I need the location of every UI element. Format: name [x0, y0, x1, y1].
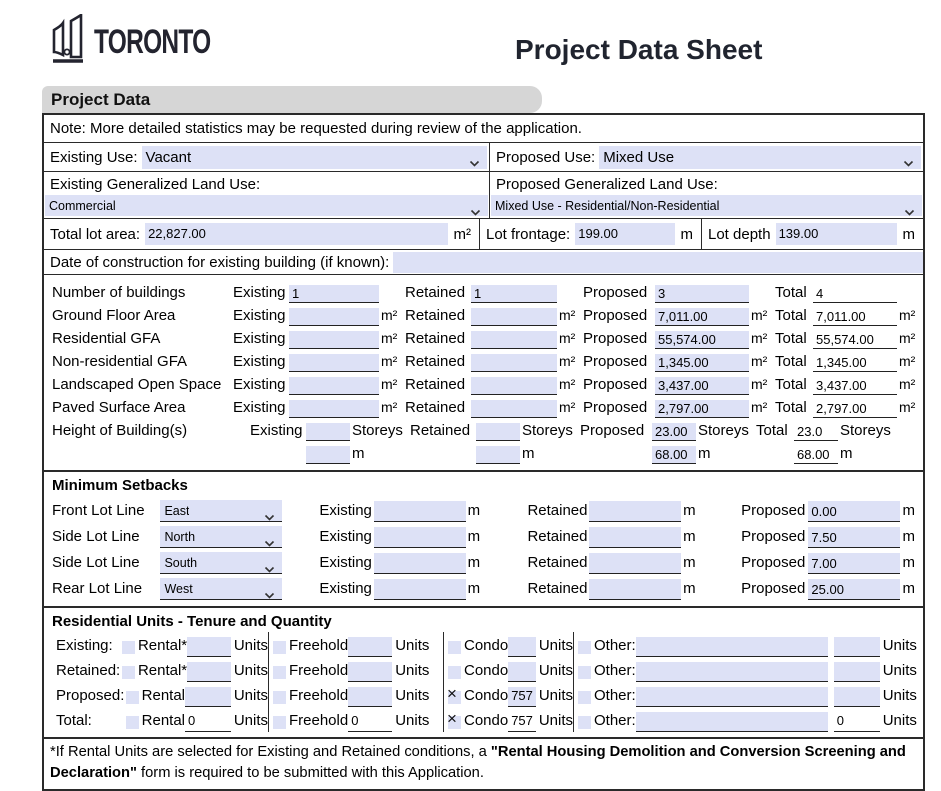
units-row: Proposed: Rental Units Freehold Units × Condo 757 Units Other: Units — [44, 682, 923, 707]
construction-date-input[interactable] — [393, 252, 923, 273]
units-row: Existing: Rental* Units Freehold Units Condo Units Other: Units — [44, 632, 923, 657]
setback-existing-input[interactable] — [374, 527, 466, 548]
existing-land-use-label: Existing Generalized Land Use: — [50, 176, 261, 193]
landscape-total-field: 3,437.00 — [813, 377, 897, 395]
other-tenure-input[interactable] — [636, 687, 828, 707]
project-data-form — [42, 113, 925, 791]
setback-row: Side Lot Line North Existing m Retained m Proposed 7.50 m — [44, 522, 923, 548]
gfa-ground-proposed-input[interactable]: 7,011.00 — [655, 308, 749, 326]
setback-existing-input[interactable] — [374, 501, 466, 522]
setback-retained-input[interactable] — [589, 527, 681, 548]
other-tenure-input[interactable] — [636, 637, 828, 657]
proposed-use-cell — [489, 143, 923, 171]
city-hall-icon — [50, 14, 92, 71]
condo-checkbox[interactable] — [448, 641, 461, 654]
setback-existing-input[interactable] — [374, 579, 466, 600]
lot-frontage-input[interactable]: 199.00 — [575, 223, 674, 245]
rear-lot-line-select[interactable]: West — [160, 578, 282, 600]
front-lot-line-select[interactable]: East — [160, 500, 282, 522]
freehold-checkbox[interactable] — [273, 666, 286, 679]
condo-units-input[interactable] — [508, 637, 536, 657]
rental-checkbox[interactable] — [122, 641, 135, 654]
buildings-existing-input[interactable]: 1 — [289, 285, 379, 303]
gfa-nonres-proposed-input[interactable]: 1,345.00 — [655, 354, 749, 372]
freehold-units-total-field: 0 — [348, 712, 392, 732]
proposed-land-use-label: Proposed Generalized Land Use: — [496, 176, 718, 193]
page-header — [0, 0, 941, 86]
construction-date-label: Date of construction for existing building (if known): — [50, 253, 390, 271]
lot-frontage-cell — [479, 219, 701, 249]
chevron-down-icon — [469, 154, 480, 172]
rental-footnote: *If Rental Units are selected for Existing and Retained conditions, a "Rental Housing Demolition and Conversion Screening and Declaration" form is required to be submitted with this Application. — [44, 737, 923, 789]
height-proposed-storeys-input[interactable]: 23.00 — [652, 423, 696, 441]
other-checkbox[interactable] — [578, 641, 591, 654]
freehold-checkbox[interactable] — [273, 641, 286, 654]
other-units-input[interactable] — [834, 637, 880, 657]
proposed-land-use-select[interactable]: Mixed Use - Residential/Non-Residential — [491, 195, 922, 216]
chevron-down-icon — [903, 154, 914, 172]
setback-retained-input[interactable] — [589, 579, 681, 600]
other-units-input[interactable] — [834, 662, 880, 682]
rental-units-input[interactable] — [185, 687, 231, 707]
condo-units-input[interactable] — [508, 662, 536, 682]
other-checkbox[interactable] — [578, 666, 591, 679]
rental-units-input[interactable] — [187, 662, 231, 682]
page-title: Project Data Sheet — [515, 34, 763, 65]
lot-depth-input[interactable]: 139.00 — [776, 223, 897, 245]
existing-use-label: Existing Use: — [50, 148, 138, 166]
existing-land-use-select[interactable]: Commercial — [45, 195, 488, 216]
other-checkbox[interactable] — [578, 716, 591, 729]
proposed-use-label: Proposed Use: — [496, 148, 596, 166]
proposed-use-select[interactable]: Mixed Use — [599, 146, 921, 169]
chevron-down-icon — [264, 534, 275, 551]
buildings-proposed-input[interactable]: 3 — [655, 285, 749, 303]
buildings-retained-input[interactable]: 1 — [471, 285, 557, 303]
gfa-res-total-field: 55,574.00 — [813, 331, 897, 349]
gfa-ground-retained-input[interactable] — [471, 308, 557, 326]
rental-checkbox[interactable] — [126, 716, 139, 729]
paved-retained-input[interactable] — [471, 400, 557, 418]
setback-proposed-input[interactable]: 7.00 — [808, 553, 900, 574]
note-row: Note: More detailed statistics may be requested during review of the application. — [50, 120, 582, 137]
logo-wordmark: TORONTO — [94, 23, 211, 61]
rental-units-total-field: 0 — [185, 712, 231, 732]
land-use-row — [44, 171, 923, 218]
gfa-res-retained-input[interactable] — [471, 331, 557, 349]
gfa-ground-total-field: 7,011.00 — [813, 308, 897, 326]
other-checkbox[interactable] — [578, 691, 591, 704]
lot-depth-cell — [701, 219, 923, 249]
stat-row: Residential GFA Existing m² Retained m² Proposed 55,574.00 m² Total 55,574.00 m² — [52, 330, 916, 347]
buildings-total-field: 4 — [813, 285, 897, 303]
proposed-land-use-cell — [489, 172, 923, 218]
freehold-units-input[interactable] — [348, 662, 392, 682]
paved-total-field: 2,797.00 — [813, 400, 897, 418]
height-metres-row: m m 68.00 m 68.00 m — [44, 441, 923, 464]
gfa-nonres-total-field: 1,345.00 — [813, 354, 897, 372]
frontage-unit: m — [680, 225, 693, 243]
freehold-checkbox[interactable] — [273, 716, 286, 729]
other-tenure-input[interactable] — [636, 712, 828, 732]
landscape-retained-input[interactable] — [471, 377, 557, 395]
height-row: Height of Building(s) Existing Storeys Retained Storeys Proposed 23.00 Storeys Total 23.0 Storeys — [52, 422, 891, 439]
other-units-input[interactable] — [834, 687, 880, 707]
side-lot-line-south-select[interactable]: South — [160, 552, 282, 574]
height-retained-m-input[interactable] — [476, 446, 520, 464]
chevron-down-icon — [470, 203, 481, 221]
total-lot-area-cell — [44, 219, 479, 249]
units-row-total: Total: Rental 0 Units Freehold 0 Units × Condo 757 Units Other: 0 Units — [44, 707, 923, 732]
section-header-bar — [42, 86, 542, 113]
height-total-storeys-field: 23.0 — [794, 423, 838, 441]
freehold-checkbox[interactable] — [273, 691, 286, 704]
freehold-units-input[interactable] — [348, 687, 392, 707]
setback-proposed-input[interactable]: 25.00 — [808, 579, 900, 600]
use-row — [44, 142, 923, 171]
rental-checkbox[interactable] — [122, 666, 135, 679]
condo-checkbox[interactable]: × — [448, 691, 461, 704]
condo-units-input[interactable]: 757 — [508, 687, 536, 707]
landscape-proposed-input[interactable]: 3,437.00 — [655, 377, 749, 395]
total-lot-area-label: Total lot area: — [50, 225, 141, 243]
gfa-nonres-retained-input[interactable] — [471, 354, 557, 372]
setback-retained-input[interactable] — [589, 553, 681, 574]
existing-land-use-cell — [44, 172, 489, 218]
setback-row: Rear Lot Line West Existing m Retained m Proposed 25.00 m — [44, 574, 923, 600]
chevron-down-icon — [904, 203, 915, 221]
freehold-units-input[interactable] — [348, 637, 392, 657]
lot-dimensions-row — [44, 218, 923, 249]
toronto-logo — [50, 14, 256, 71]
lot-frontage-label: Lot frontage: — [486, 225, 571, 243]
gfa-res-existing-input[interactable] — [289, 331, 379, 349]
setbacks-section — [44, 470, 923, 606]
setbacks-title: Minimum Setbacks — [52, 477, 188, 494]
condo-checkbox[interactable]: × — [448, 716, 461, 729]
stat-row: Paved Surface Area Existing m² Retained m² Proposed 2,797.00 m² Total 2,797.00 m² — [52, 399, 916, 416]
existing-use-cell — [44, 143, 489, 171]
setback-proposed-input[interactable]: 0.00 — [808, 501, 900, 522]
paved-existing-input[interactable] — [289, 400, 379, 418]
residential-units-title: Residential Units - Tenure and Quantity — [52, 613, 332, 630]
rental-checkbox[interactable] — [126, 691, 139, 704]
chevron-down-icon — [264, 586, 275, 603]
stat-row: Non-residential GFA Existing m² Retained m² Proposed 1,345.00 m² Total 1,345.00 m² — [52, 353, 916, 370]
stat-row: Number of buildings Existing 1 Retained 1 Proposed 3 Total 4 — [44, 280, 923, 303]
paved-proposed-input[interactable]: 2,797.00 — [655, 400, 749, 418]
setback-proposed-input[interactable]: 7.50 — [808, 527, 900, 548]
total-lot-area-input[interactable]: 22,827.00 — [145, 223, 447, 245]
chevron-down-icon — [264, 508, 275, 525]
stat-row: Landscaped Open Space Existing m² Retained m² Proposed 3,437.00 m² Total 3,437.00 m² — [52, 376, 916, 393]
setback-retained-input[interactable] — [589, 501, 681, 522]
height-existing-m-input[interactable] — [306, 446, 350, 464]
other-units-total-field: 0 — [834, 712, 880, 732]
rental-units-input[interactable] — [187, 637, 231, 657]
setback-existing-input[interactable] — [374, 553, 466, 574]
height-existing-storeys-input[interactable] — [306, 423, 350, 441]
condo-checkbox[interactable] — [448, 666, 461, 679]
area-unit: m² — [453, 225, 471, 243]
gfa-ground-existing-input[interactable] — [289, 308, 379, 326]
gfa-res-proposed-input[interactable]: 55,574.00 — [655, 331, 749, 349]
building-stats-section — [44, 274, 923, 470]
height-retained-storeys-input[interactable] — [476, 423, 520, 441]
side-lot-line-north-select[interactable]: North — [160, 526, 282, 548]
setback-row: Side Lot Line South Existing m Retained m Proposed 7.00 m — [44, 548, 923, 574]
existing-use-select[interactable]: Vacant — [142, 146, 487, 169]
units-row: Retained: Rental* Units Freehold Units Condo Units Other: Units — [44, 657, 923, 682]
setback-row: Front Lot Line East Existing m Retained m Proposed 0.00 m — [44, 496, 923, 522]
lot-depth-label: Lot depth — [708, 225, 771, 243]
condo-units-total-field: 757 — [508, 712, 536, 732]
construction-date-row — [44, 249, 923, 274]
chevron-down-icon — [264, 560, 275, 577]
other-tenure-input[interactable] — [636, 662, 828, 682]
depth-unit: m — [902, 225, 915, 243]
landscape-existing-input[interactable] — [289, 377, 379, 395]
residential-units-section — [44, 606, 923, 737]
section-title: Project Data — [51, 89, 151, 109]
height-proposed-m-input[interactable]: 68.00 — [652, 446, 696, 464]
gfa-nonres-existing-input[interactable] — [289, 354, 379, 372]
height-total-m-field: 68.00 — [794, 446, 838, 464]
stat-row: Ground Floor Area Existing m² Retained m² Proposed 7,011.00 m² Total 7,011.00 m² — [52, 307, 916, 324]
